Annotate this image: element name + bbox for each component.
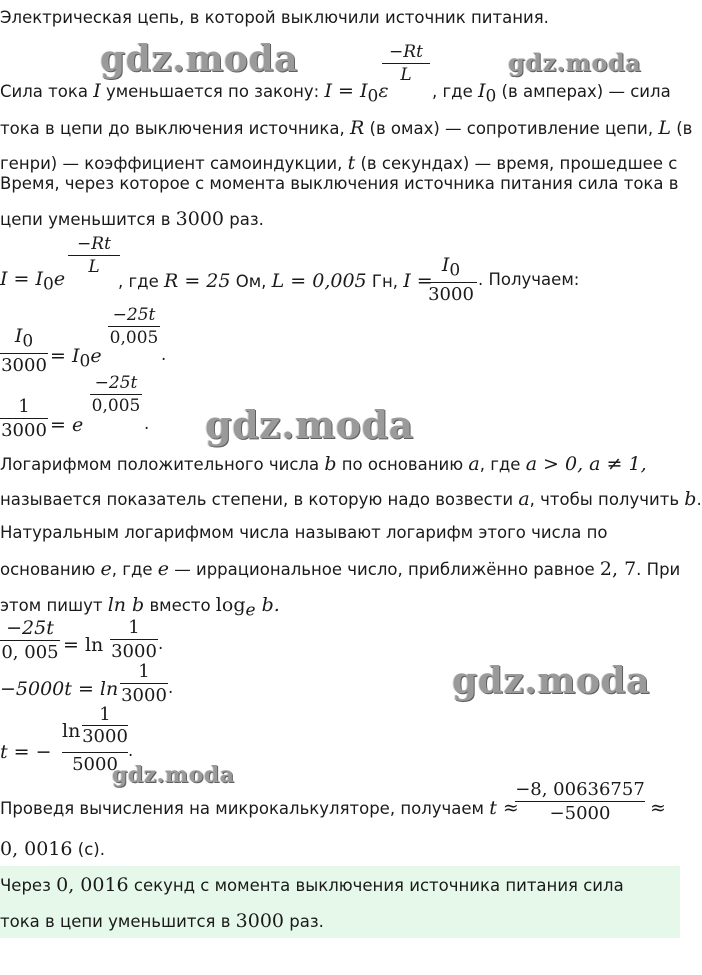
given-values: , где R = 25 Ом, L = 0,005 Гн, I = [118,270,433,292]
eq3-rhs: 1 3000 [111,617,157,662]
calc-line-1: Проведя вычисления на микрокалькуляторе, получаем t ≈ [0,797,519,819]
given-result: . Получаем: [478,270,580,289]
eq1-exponent: −25t 0,005 [109,305,159,348]
law-line-1b: , где $I_0$ (в амперах) — сила [432,80,671,107]
eq2-lhs: 1 3000 [1,396,47,441]
calc-fraction: −8, 00636757 −5000 [515,779,645,824]
watermark: gdz.moda [100,38,298,80]
given-formula: $I = I_0e$ [0,268,66,295]
question-line-2: цепи уменьшится в 3000 раз. [0,208,264,230]
eq4-rhs: 1 3000 [121,661,167,706]
eq1-dot: . [161,345,167,364]
given-exponent: −Rt L [68,234,120,277]
calc-approx: ≈ [650,797,666,819]
eq4-lhs: −5000t = ln [0,678,119,700]
eq5-dot: . [128,741,134,760]
eq1-rhs: = $I_0e$ [50,345,102,372]
eq5-lhs: t = − [0,741,52,763]
law-exponent: −Rt L [382,42,430,85]
log-def-line-2: называется показатель степени, в которую надо возвести a, чтобы получить b. [0,488,702,510]
answer-line-2: тока в цепи уменьшится в 3000 раз. [0,910,324,932]
eq5-fraction: ln 1 3000 5000 [62,704,128,775]
law-line-3: генри) — коэффициент самоиндукции, t (в секундах) — время, прошедшее с [0,152,678,174]
eq2-rhs: = e [50,414,84,436]
log-def-line-3: Натуральным логарифмом числа называют логарифм этого числа по [0,523,608,542]
eq3-lhs: −25t 0, 005 [1,617,59,663]
calc-line-2: 0, 0016 (с). [0,838,105,860]
watermark: gdz.moda [452,660,650,702]
question-line-1: Время, через которое с момента выключения источника питания сила тока в [0,174,679,193]
eq4-dot: . [168,678,174,697]
given-fraction: $I_0$ 3000 [425,254,477,305]
eq3-mid: = ln [63,634,104,656]
eq2-dot: . [144,414,150,433]
eq3-dot: . [158,634,164,653]
log-def-line-4: основанию e, где e — иррациональное число, приближённо равное 2, 7. При [0,558,681,580]
intro-text: Электрическая цепь, в которой выключили источник питания. [0,8,549,27]
watermark: gdz.moda [508,48,642,77]
log-def-line-1: Логарифмом положительного числа b по основанию a, где a > 0, a ≠ 1, [0,453,647,475]
eq1-lhs: $I_0$ 3000 [1,325,47,376]
law-line-1: Сила тока I уменьшается по закону: $I = I_0\varepsilon$ [0,80,389,107]
eq2-exponent: −25t 0,005 [91,373,141,416]
watermark: gdz.moda [205,402,414,447]
answer-box [0,866,680,938]
watermark: gdz.moda [112,762,235,788]
law-line-2: тока в цепи до выключения источника, R (в омах) — сопротивление цепи, L (в [0,117,693,139]
law-line-3-clip [0,145,680,174]
answer-line-1: Через 0, 0016 секунд с момента выключения источника питания сила [0,874,624,896]
log-def-line-5: этом пишут ln b вместо $\log_e b$. [0,594,280,621]
